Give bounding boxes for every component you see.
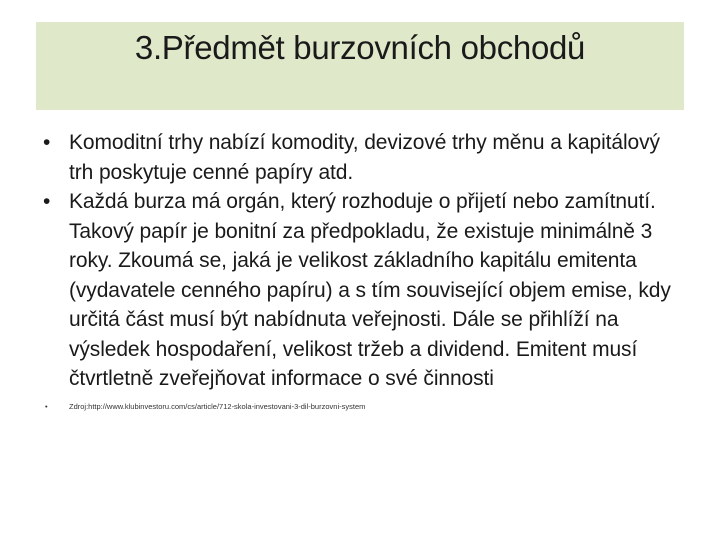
bullet-dot-icon: • xyxy=(43,190,51,213)
title-placeholder xyxy=(36,22,684,110)
slide-title: 3.Předmět burzovních obchodů xyxy=(134,29,586,66)
bullet-text: Každá burza má orgán, který rozhoduje o přijetí nebo zamítnutí. Takový papír je bonitní za předpokladu, že existuje minimálně 3 roky. Zkoumá se, jaká je velikost základního kapitálu emitenta (vydavatele cenného papíru) a s tím související objem emise, kdy určitá část musí být nabídnuta veřejnosti. Dále se přihlíží na výsledek hospodaření, velikost tržeb a dividend. Emitent musí čtvrtletně zveřejňovat informace o své činnosti xyxy=(69,190,671,390)
content-placeholder xyxy=(40,128,680,413)
bullet-text: Komoditní trhy nabízí komodity, devizové trhy měnu a kapitálový trh poskytuje cenné papíry atd. xyxy=(69,131,660,184)
source-link-text: Zdroj:http://www.klubinvestoru.com/cs/article/712-skola-investovani-3-dil-burzovni-system xyxy=(69,401,366,411)
bullet-dot-icon: • xyxy=(43,131,51,154)
bullet-item-exchange-body xyxy=(40,187,680,394)
bullet-item-source xyxy=(40,401,680,413)
bullet-dot-icon: • xyxy=(45,401,48,411)
bullet-item-commodities xyxy=(40,128,680,187)
